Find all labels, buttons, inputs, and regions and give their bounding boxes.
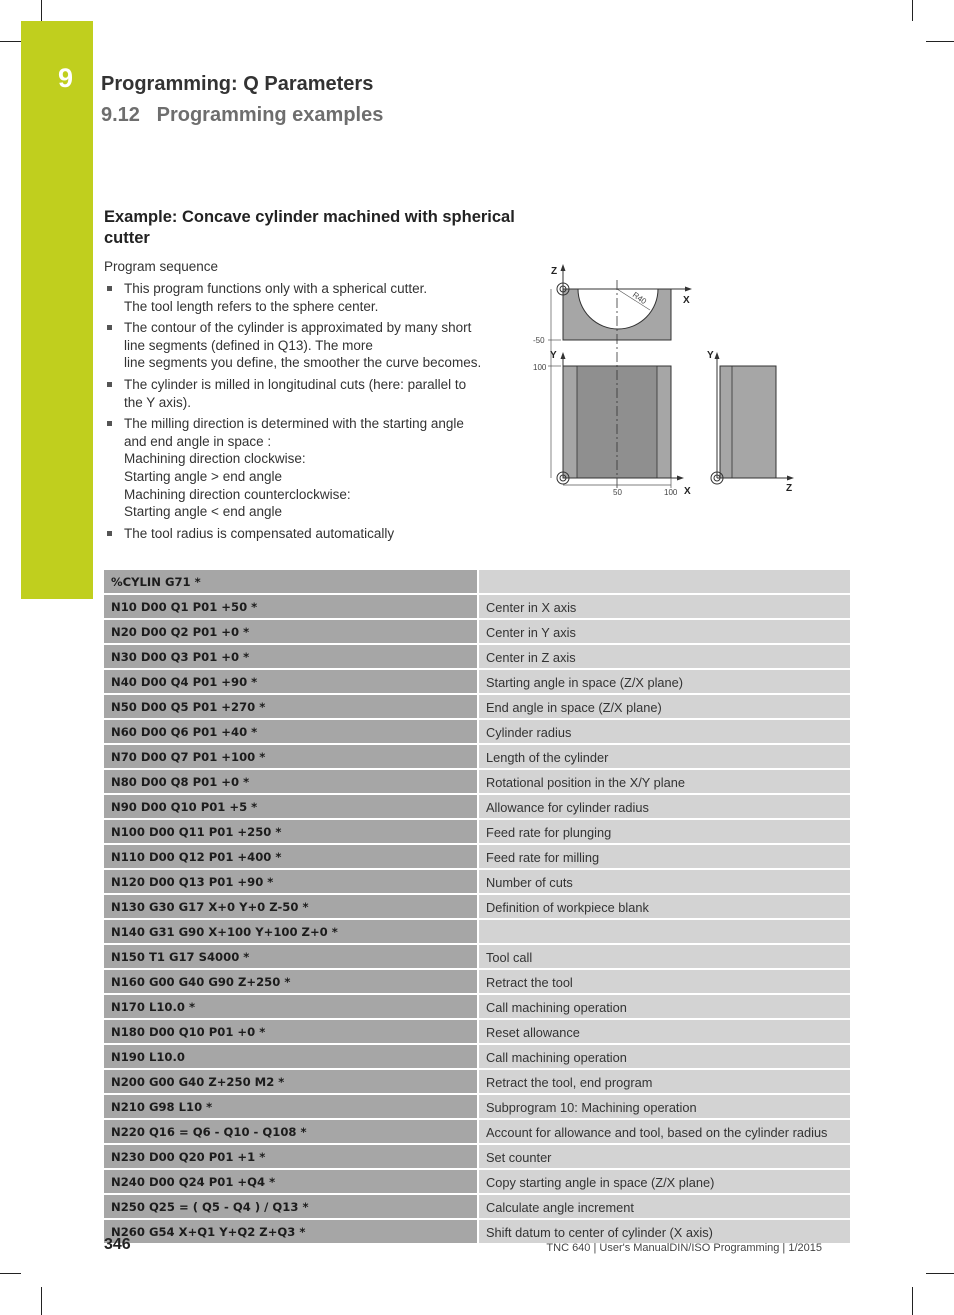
code-cell: N90 D00 Q10 P01 +5 * — [104, 794, 478, 819]
table-row — [104, 1094, 850, 1119]
z-axis-arrowhead — [561, 264, 566, 271]
table-row — [104, 794, 850, 819]
table-row — [104, 1144, 850, 1169]
code-cell: N40 D00 Q4 P01 +90 * — [104, 669, 478, 694]
code-cell: N10 D00 Q1 P01 +50 * — [104, 594, 478, 619]
code-cell: N240 D00 Q24 P01 +Q4 * — [104, 1169, 478, 1194]
code-cell: N20 D00 Q2 P01 +0 * — [104, 619, 478, 644]
label-50: 50 — [613, 488, 622, 497]
table-row — [104, 769, 850, 794]
section-name: Programming examples — [156, 104, 384, 126]
bullet-square-icon — [107, 531, 112, 536]
bullet-text: The milling direction is determined with the starting angle and end angle in space : Machining direction clockwise: Starting angle > end angle Machining direction counterclockwise: Starting angle < end angle — [124, 416, 464, 520]
code-cell: N160 G00 G40 G90 Z+250 * — [104, 969, 478, 994]
table-row — [104, 1194, 850, 1219]
comment-cell: Subprogram 10: Machining operation — [478, 1094, 850, 1119]
code-cell: N80 D00 Q8 P01 +0 * — [104, 769, 478, 794]
comment-cell — [478, 919, 850, 944]
bullet-square-icon — [107, 325, 112, 330]
table-row — [104, 844, 850, 869]
code-cell: N260 G54 X+Q1 Y+Q2 Z+Q3 * — [104, 1219, 478, 1244]
table-row — [104, 570, 850, 594]
crop-mark — [0, 41, 21, 42]
label-x-top: X — [683, 295, 690, 306]
table-row — [104, 819, 850, 844]
code-cell: N140 G31 G90 X+100 Y+100 Z+0 * — [104, 919, 478, 944]
label-radius: R40 — [630, 290, 649, 307]
label-y-left: Y — [550, 350, 557, 361]
code-cell: N150 T1 G17 S4000 * — [104, 944, 478, 969]
list-item — [104, 319, 484, 372]
comment-cell: Call machining operation — [478, 1044, 850, 1069]
side-view-block — [720, 366, 776, 478]
label-z-bottom: Z — [786, 483, 793, 494]
code-cell: N230 D00 Q20 P01 +1 * — [104, 1144, 478, 1169]
bullet-square-icon — [107, 421, 112, 426]
bullet-text: The contour of the cylinder is approximated by many short line segments (defined in Q13). The more line segments you define, the smoother the curve becomes. — [124, 320, 482, 371]
section-number: 9.12 — [101, 104, 140, 126]
comment-cell: Number of cuts — [478, 869, 850, 894]
bullet-square-icon — [107, 286, 112, 291]
program-table-body — [104, 570, 850, 1244]
comment-cell — [478, 570, 850, 594]
label-100-left: 100 — [533, 363, 547, 372]
z-axis-side-arrowhead — [787, 476, 794, 481]
crop-mark — [41, 0, 42, 21]
bullet-text: The cylinder is milled in longitudinal cuts (here: parallel to the Y axis). — [124, 376, 467, 410]
chapter-number: 9 — [58, 63, 74, 93]
comment-cell: Feed rate for milling — [478, 844, 850, 869]
y-axis-arrowhead — [561, 352, 566, 359]
code-cell: N120 D00 Q13 P01 +90 * — [104, 869, 478, 894]
comment-cell: Reset allowance — [478, 1019, 850, 1044]
comment-cell: Account for allowance and tool, based on the cylinder radius — [478, 1119, 850, 1144]
code-cell: %CYLIN G71 * — [104, 570, 478, 594]
table-row — [104, 1069, 850, 1094]
table-row — [104, 619, 850, 644]
table-row — [104, 669, 850, 694]
table-row — [104, 744, 850, 769]
table-row — [104, 644, 850, 669]
code-cell: N110 D00 Q12 P01 +400 * — [104, 844, 478, 869]
comment-cell: Definition of workpiece blank — [478, 894, 850, 919]
crop-mark — [0, 1273, 21, 1274]
table-row — [104, 1219, 850, 1244]
table-row — [104, 1019, 850, 1044]
comment-cell: Allowance for cylinder radius — [478, 794, 850, 819]
x-axis-bottom-arrowhead — [677, 476, 684, 481]
top-view-block — [563, 289, 671, 340]
table-row — [104, 994, 850, 1019]
comment-cell: End angle in space (Z/X plane) — [478, 694, 850, 719]
bullet-list — [104, 280, 484, 546]
page-number: 346 — [104, 1236, 131, 1253]
crop-mark — [926, 1273, 954, 1274]
comment-cell: Calculate angle increment — [478, 1194, 850, 1219]
comment-cell: Center in X axis — [478, 594, 850, 619]
cylinder-drawing — [530, 260, 800, 500]
table-row — [104, 594, 850, 619]
program-table — [104, 570, 850, 1245]
comment-cell: Center in Z axis — [478, 644, 850, 669]
table-row — [104, 719, 850, 744]
code-cell: N250 Q25 = ( Q5 - Q4 ) / Q13 * — [104, 1194, 478, 1219]
code-cell: N30 D00 Q3 P01 +0 * — [104, 644, 478, 669]
list-item — [104, 280, 484, 315]
comment-cell: Cylinder radius — [478, 719, 850, 744]
crop-mark — [912, 1287, 913, 1315]
example-title: Example: Concave cylinder machined with spherical cutter — [104, 208, 515, 247]
section-title — [101, 104, 383, 127]
table-row — [104, 894, 850, 919]
comment-cell: Call machining operation — [478, 994, 850, 1019]
code-cell: N100 D00 Q11 P01 +250 * — [104, 819, 478, 844]
comment-cell: Copy starting angle in space (Z/X plane) — [478, 1169, 850, 1194]
comment-cell: Length of the cylinder — [478, 744, 850, 769]
table-row — [104, 1044, 850, 1069]
code-cell: N220 Q16 = Q6 - Q10 - Q108 * — [104, 1119, 478, 1144]
x-axis-arrowhead — [685, 287, 692, 292]
y-axis-side-arrowhead — [715, 352, 720, 359]
bullet-text: The tool radius is compensated automatically — [124, 525, 395, 541]
comment-cell: Feed rate for plunging — [478, 819, 850, 844]
list-item — [104, 525, 484, 543]
crop-mark — [41, 1287, 42, 1315]
crop-mark — [926, 41, 954, 42]
table-row — [104, 944, 850, 969]
code-cell: N180 D00 Q10 P01 +0 * — [104, 1019, 478, 1044]
list-item — [104, 376, 484, 411]
label-y-right: Y — [707, 350, 714, 361]
comment-cell: Shift datum to center of cylinder (X axis) — [478, 1219, 850, 1244]
table-row — [104, 919, 850, 944]
comment-cell: Center in Y axis — [478, 619, 850, 644]
table-row — [104, 694, 850, 719]
label-x-bottom: X — [684, 486, 691, 497]
program-sequence-label: Program sequence — [104, 259, 219, 274]
code-cell: N210 G98 L10 * — [104, 1094, 478, 1119]
comment-cell: Set counter — [478, 1144, 850, 1169]
chapter-title: Programming: Q Parameters — [101, 73, 374, 95]
table-row — [104, 1119, 850, 1144]
table-row — [104, 1169, 850, 1194]
comment-cell: Starting angle in space (Z/X plane) — [478, 669, 850, 694]
bullet-text: This program functions only with a spherical cutter. The tool length refers to the sphere center. — [124, 281, 428, 314]
code-cell: N190 L10.0 — [104, 1044, 478, 1069]
comment-cell: Rotational position in the X/Y plane — [478, 769, 850, 794]
comment-cell: Retract the tool, end program — [478, 1069, 850, 1094]
label-minus50: -50 — [533, 336, 545, 345]
crop-mark — [912, 0, 913, 21]
footer-text: TNC 640 | User's ManualDIN/ISO Programming | 1/2015 — [546, 1242, 822, 1254]
comment-cell: Tool call — [478, 944, 850, 969]
list-item — [104, 415, 484, 521]
label-z-top: Z — [551, 266, 558, 277]
table-row — [104, 869, 850, 894]
chapter-sidebar — [21, 21, 93, 599]
code-cell: N70 D00 Q7 P01 +100 * — [104, 744, 478, 769]
bullet-square-icon — [107, 382, 112, 387]
code-cell: N60 D00 Q6 P01 +40 * — [104, 719, 478, 744]
code-cell: N50 D00 Q5 P01 +270 * — [104, 694, 478, 719]
table-row — [104, 969, 850, 994]
code-cell: N170 L10.0 * — [104, 994, 478, 1019]
code-cell: N200 G00 G40 Z+250 M2 * — [104, 1069, 478, 1094]
label-100-bottom: 100 — [664, 488, 678, 497]
comment-cell: Retract the tool — [478, 969, 850, 994]
code-cell: N130 G30 G17 X+0 Y+0 Z-50 * — [104, 894, 478, 919]
